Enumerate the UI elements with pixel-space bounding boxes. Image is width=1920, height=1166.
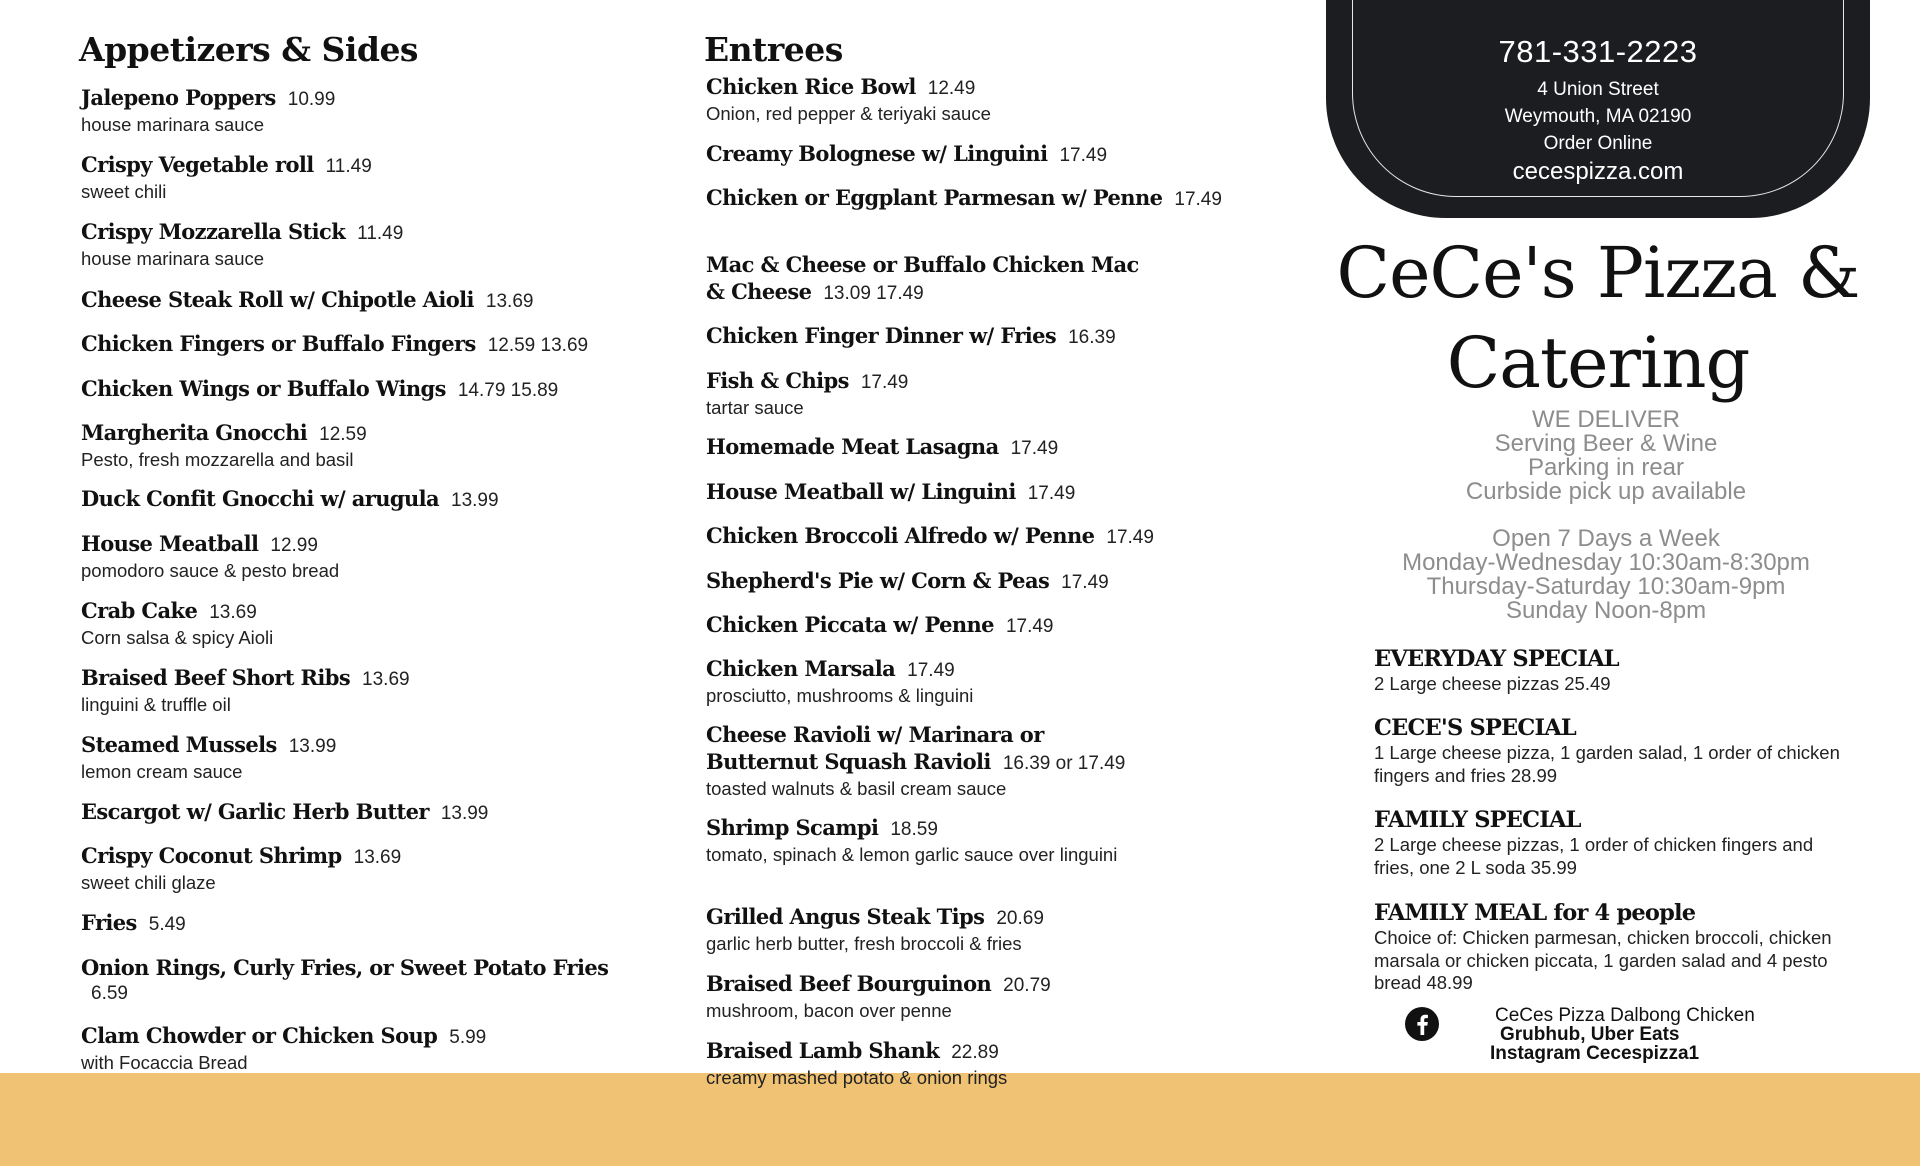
- item-name: House Meatball: [81, 531, 259, 556]
- item-description: with Focaccia Bread: [81, 1052, 248, 1073]
- instagram-handle[interactable]: Instagram Cecespizza1: [1490, 1043, 1700, 1064]
- item-price: 17.49: [1010, 438, 1059, 459]
- street-address: 4 Union Street: [1537, 79, 1659, 100]
- menu-item: [81, 731, 641, 783]
- item-price: 5.99: [449, 1027, 487, 1048]
- menu-item: [81, 909, 641, 938]
- menu-item: [706, 367, 1266, 419]
- item-name: Chicken Marsala: [706, 656, 896, 681]
- special-title: CECE'S SPECIAL: [1374, 715, 1576, 741]
- item-name: Braised Beef Bourguinon: [706, 971, 992, 996]
- entrees-title: Entrees: [704, 30, 843, 69]
- item-name: Margherita Gnocchi: [81, 420, 308, 445]
- menu-item: [81, 798, 641, 827]
- menu-item: [706, 814, 1266, 866]
- info-section: [1326, 0, 1870, 1073]
- item-price: 17.49: [1061, 572, 1109, 593]
- item-price: 12.99: [270, 535, 318, 556]
- item-name: Fries: [81, 910, 137, 935]
- item-name: Chicken Piccata w/ Penne: [706, 612, 994, 637]
- item-description: lemon cream sauce: [81, 761, 243, 782]
- item-name: Chicken Rice Bowl: [706, 74, 916, 99]
- item-name: Chicken Broccoli Alfredo w/ Penne: [706, 523, 1095, 548]
- menu-item: [81, 218, 641, 270]
- special-title: FAMILY SPECIAL: [1374, 807, 1581, 833]
- menu-item: [706, 1037, 1266, 1089]
- item-name: Escargot w/ Garlic Herb Butter: [81, 799, 429, 824]
- item-description: sweet chili: [81, 181, 167, 202]
- item-price: 13.99: [440, 803, 489, 824]
- item-price: 13.69: [353, 847, 402, 868]
- item-price: 11.49: [357, 223, 404, 244]
- item-name: Cheese Steak Roll w/ Chipotle Aioli: [81, 287, 474, 312]
- parking-note: Parking in rear: [1527, 454, 1685, 481]
- menu-item: [706, 970, 1266, 1022]
- item-name: Crispy Coconut Shrimp: [81, 843, 342, 868]
- menu-item: [706, 478, 1266, 507]
- item-name: Mac & Cheese or Buffalo Chicken Mac & Cheese: [706, 252, 1139, 304]
- item-price: 10.99: [287, 89, 336, 110]
- menu-item: [81, 151, 641, 203]
- item-description: garlic herb butter, fresh broccoli & fries: [706, 933, 1022, 954]
- hours-thu-sat: Thursday-Saturday 10:30am-9pm: [1426, 573, 1786, 600]
- item-description: Onion, red pepper & teriyaki sauce: [706, 103, 991, 124]
- item-name: Creamy Bolognese w/ Linguini: [706, 141, 1048, 166]
- item-name: Chicken Wings or Buffalo Wings: [81, 376, 446, 401]
- open-days: Open 7 Days a Week: [1492, 525, 1720, 552]
- menu-item: [81, 842, 641, 894]
- menu-item: [81, 530, 641, 582]
- hours-mon-wed: Monday-Wednesday 10:30am-8:30pm: [1402, 549, 1810, 576]
- special-title: EVERYDAY SPECIAL: [1374, 646, 1619, 672]
- menu-item: [706, 73, 1266, 125]
- special-description: Choice of: Chicken parmesan, chicken broccoli, chicken marsala or chicken piccata, 1 garden salad and 4 pesto bread 48.99: [1374, 927, 1832, 993]
- item-description: prosciutto, mushrooms & linguini: [706, 685, 974, 706]
- special-description: 2 Large cheese pizzas, 1 order of chicken fingers and fries, one 2 L soda 35.99: [1374, 834, 1814, 878]
- restaurant-name: [1326, 228, 1870, 408]
- item-description: linguini & truffle oil: [81, 694, 231, 715]
- special-title: FAMILY MEAL for 4 people: [1374, 900, 1696, 926]
- item-price: 17.49: [1027, 483, 1076, 504]
- item-name: Braised Beef Short Ribs: [81, 665, 351, 690]
- item-name: House Meatball w/ Linguini: [706, 479, 1016, 504]
- facebook-handle[interactable]: CeCes Pizza Dalbong Chicken: [1495, 1005, 1755, 1026]
- menu-item: [81, 1022, 641, 1074]
- item-price: 12.49: [927, 78, 976, 99]
- website-link[interactable]: cecespizza.com: [1512, 158, 1684, 185]
- hours-sun: Sunday Noon-8pm: [1505, 597, 1707, 624]
- menu-item: [706, 140, 1266, 169]
- item-name: Duck Confit Gnocchi w/ arugula: [81, 486, 440, 511]
- menu-item: [81, 330, 641, 359]
- item-price: 16.39 or 17.49: [1002, 753, 1126, 774]
- item-price: 17.49: [1106, 527, 1154, 548]
- item-name: Grilled Angus Steak Tips: [706, 904, 985, 929]
- hours-info: [1326, 527, 1886, 623]
- item-price: 13.99: [288, 736, 337, 757]
- item-description: pomodoro sauce & pesto bread: [81, 560, 340, 581]
- menu-item: [81, 375, 641, 404]
- item-name: Shepherd's Pie w/ Corn & Peas: [706, 568, 1050, 593]
- item-price: 17.49: [1005, 616, 1054, 637]
- item-description: Pesto, fresh mozzarella and basil: [81, 449, 354, 470]
- menu-item: [81, 664, 641, 716]
- menu-item: [81, 485, 641, 514]
- restaurant-name-line1: CeCe's Pizza &: [1336, 232, 1860, 314]
- item-name: Chicken Finger Dinner w/ Fries: [706, 323, 1057, 348]
- item-description: creamy mashed potato & onion rings: [706, 1067, 1008, 1088]
- menu-item: [81, 286, 641, 315]
- item-price: 5.49: [148, 914, 186, 935]
- item-description: mushroom, bacon over penne: [706, 1000, 952, 1021]
- item-description: sweet chili glaze: [81, 872, 216, 893]
- item-name: Shrimp Scampi: [706, 815, 879, 840]
- facebook-icon[interactable]: [1404, 1006, 1440, 1042]
- appetizers-title: Appetizers & Sides: [79, 30, 419, 69]
- item-price: 18.59: [890, 819, 938, 840]
- item-price: 16.39: [1068, 327, 1116, 348]
- item-name: Homemade Meat Lasagna: [706, 434, 999, 459]
- item-name: Crispy Vegetable roll: [81, 152, 314, 177]
- item-price: 22.89: [951, 1042, 999, 1063]
- item-description: tomato, spinach & lemon garlic sauce over linguini: [706, 844, 1118, 865]
- item-price: 13.09 17.49: [823, 283, 924, 304]
- item-description: Corn salsa & spicy Aioli: [81, 627, 274, 648]
- contact-card: [1326, 0, 1870, 218]
- item-price: 13.69: [209, 602, 257, 623]
- item-name: Steamed Mussels: [81, 732, 277, 757]
- item-price: 17.49: [1174, 189, 1222, 210]
- item-price: 14.79 15.89: [457, 380, 559, 401]
- menu-item: [81, 954, 641, 1007]
- menu-item: [706, 721, 1146, 800]
- item-name: Cheese Ravioli w/ Marinara or Butternut Squash Ravioli: [706, 722, 1044, 774]
- menu-item: [81, 84, 641, 136]
- special-family: [1374, 806, 1854, 879]
- item-description: house marinara sauce: [81, 114, 265, 135]
- delivery-note: WE DELIVER: [1531, 406, 1681, 433]
- special-ceces: [1374, 714, 1854, 787]
- item-name: Chicken or Eggplant Parmesan w/ Penne: [706, 185, 1163, 210]
- item-price: 11.49: [325, 156, 372, 177]
- menu-item: [706, 567, 1266, 596]
- services-info: [1326, 408, 1886, 504]
- item-description: toasted walnuts & basil cream sauce: [706, 778, 1007, 799]
- item-description: house marinara sauce: [81, 248, 265, 269]
- city-address: Weymouth, MA 02190: [1504, 106, 1692, 127]
- menu-item: [706, 522, 1266, 551]
- special-description: 1 Large cheese pizza, 1 garden salad, 1 order of chicken fingers and fries 28.99: [1374, 742, 1840, 786]
- menu-item: [706, 655, 1266, 707]
- beer-wine-note: Serving Beer & Wine: [1494, 430, 1718, 457]
- item-name: Onion Rings, Curly Fries, or Sweet Potato Fries: [81, 955, 609, 980]
- menu-item: [81, 419, 641, 471]
- order-online-label: Order Online: [1543, 133, 1653, 154]
- item-price: 13.69: [485, 291, 534, 312]
- item-price: 17.49: [860, 372, 909, 393]
- item-price: 12.59: [319, 424, 367, 445]
- item-name: Crab Cake: [81, 598, 198, 623]
- item-name: Chicken Fingers or Buffalo Fingers: [81, 331, 476, 356]
- phone-number[interactable]: 781-331-2223: [1498, 34, 1698, 69]
- menu-item: [706, 433, 1266, 462]
- social-links: [1364, 1004, 1864, 1074]
- delivery-platforms: Grubhub, Uber Eats: [1500, 1024, 1680, 1045]
- restaurant-name-line2: Catering: [1446, 322, 1750, 404]
- menu-item: [706, 322, 1266, 351]
- item-name: Jalepeno Poppers: [81, 85, 276, 110]
- item-price: 20.79: [1003, 975, 1051, 996]
- menu-item: [706, 251, 1146, 307]
- item-price: 13.99: [451, 490, 499, 511]
- menu-item: [706, 611, 1266, 640]
- item-name: Clam Chowder or Chicken Soup: [81, 1023, 438, 1048]
- item-name: Braised Lamb Shank: [706, 1038, 940, 1063]
- item-price: 20.69: [996, 908, 1044, 929]
- item-price: 6.59: [91, 983, 128, 1004]
- item-price: 17.49: [907, 660, 955, 681]
- item-name: Fish & Chips: [706, 368, 849, 393]
- menu-item: [706, 903, 1266, 955]
- special-family-meal: [1374, 899, 1854, 995]
- menu-item: [81, 597, 641, 649]
- item-price: 13.69: [362, 669, 410, 690]
- menu-item: [706, 184, 1266, 213]
- item-description: tartar sauce: [706, 397, 804, 418]
- item-name: Crispy Mozzarella Stick: [81, 219, 346, 244]
- curbside-note: Curbside pick up available: [1465, 478, 1747, 505]
- special-everyday: [1374, 645, 1854, 696]
- special-description: 2 Large cheese pizzas 25.49: [1374, 673, 1611, 694]
- item-price: 12.59 13.69: [487, 335, 589, 356]
- item-price: 17.49: [1059, 145, 1108, 166]
